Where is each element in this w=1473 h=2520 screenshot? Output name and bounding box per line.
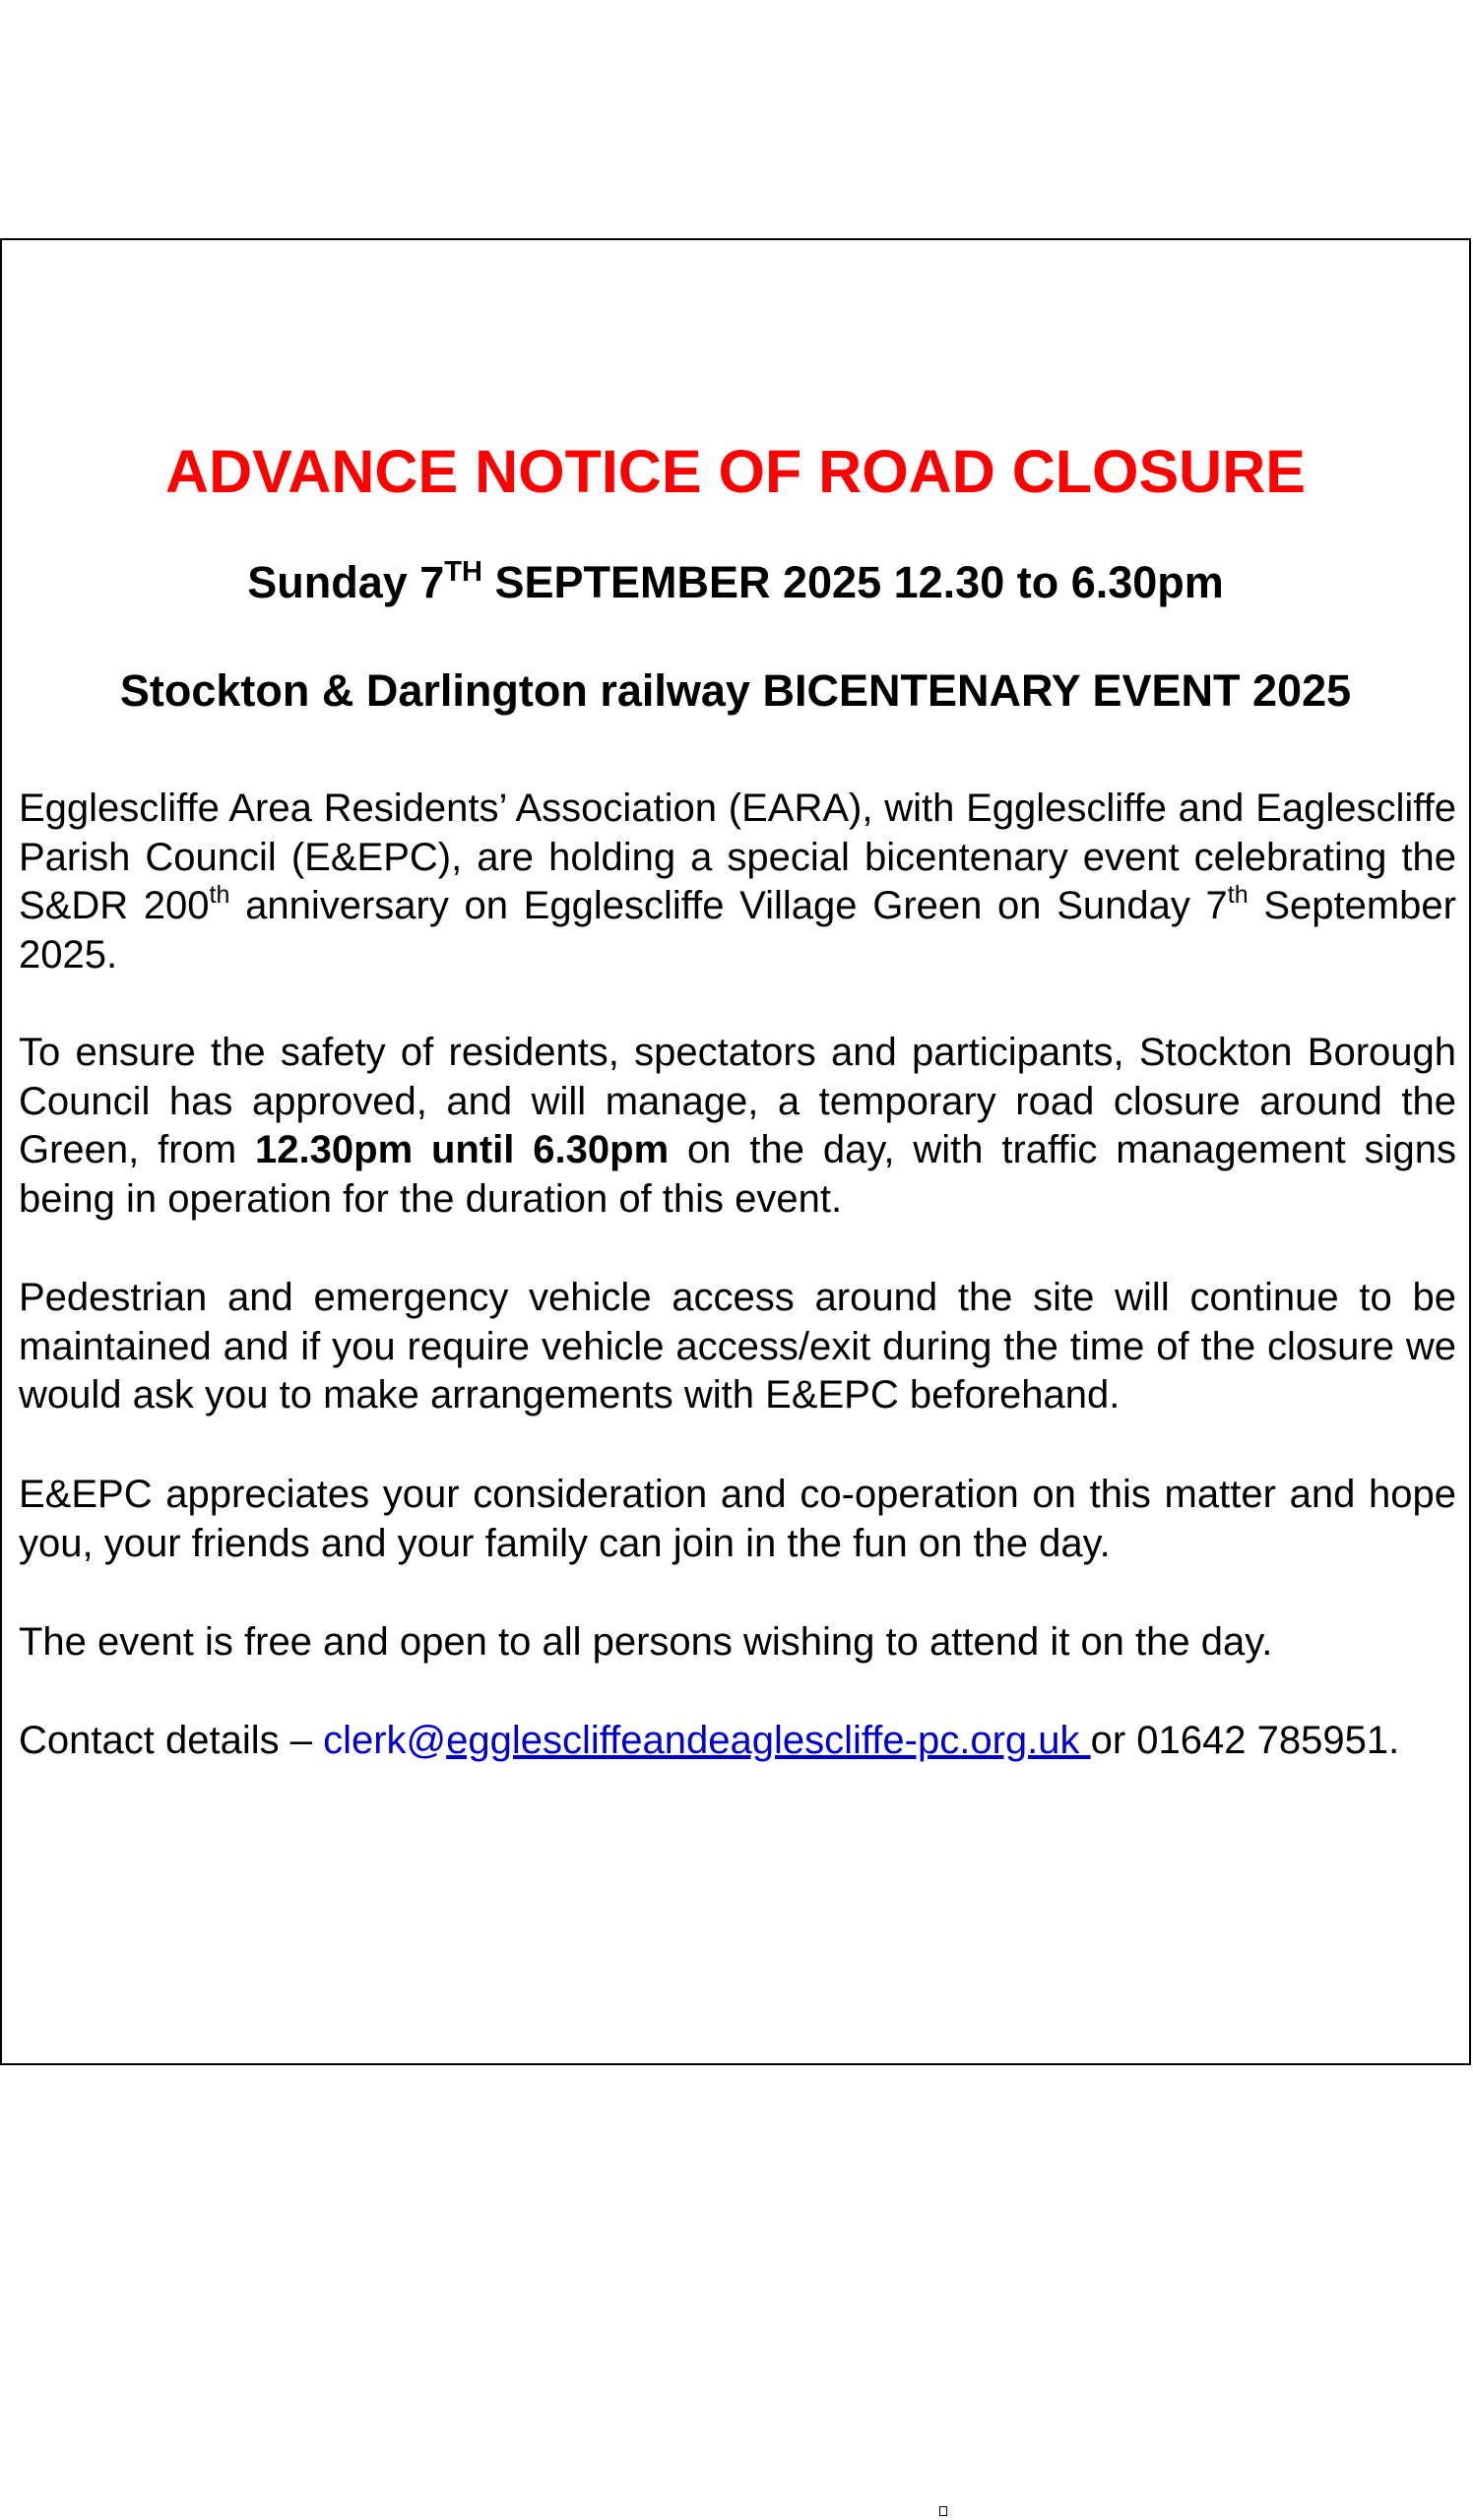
safety-part-1: To ensure the safety of residents, spectators and participants, Stockton Borough Council has approved, and will manage, a temporary road closure around the Green, from <box>19 1031 1456 1171</box>
intro-part-1: Egglescliffe Area Residents’ Association (EARA), with Egglescliffe and Eaglescliffe Parish Council (E&EPC), are holding a special bicentenary event celebrating the S&DR 200 <box>19 787 1456 927</box>
event-date-line <box>2 555 1469 610</box>
intro-part-3: September 2025. <box>19 884 1456 976</box>
closure-time-range: 12.30pm until 6.30pm <box>255 1128 670 1171</box>
contact-phone: or 01642 785951. <box>1090 1719 1400 1762</box>
email-domain: egglescliffeandeaglescliffe-pc.org.uk <box>446 1719 1091 1762</box>
paragraph-appreciation: E&EPC appreciates your consideration and co-operation on this matter and hope you, your friends and your family can join in the fun on the day. <box>19 1473 1456 1565</box>
email-user: clerk@ <box>323 1719 447 1762</box>
event-name-line: Stockton & Darlington railway BICENTENARY EVENT 2025 <box>119 665 1352 716</box>
intro-part-2: anniversary on Egglescliffe Village Green on Sunday 7 <box>229 884 1228 927</box>
notice-title: ADVANCE NOTICE OF ROAD CLOSURE <box>165 438 1306 505</box>
anniversary-ordinal-suffix: th <box>209 881 230 909</box>
date-ordinal-suffix: TH <box>444 556 482 588</box>
date-ordinal-suffix-2: th <box>1227 881 1249 909</box>
paragraph-contact <box>19 1717 1456 1766</box>
date-line-start: Sunday 7 <box>247 557 445 607</box>
paragraph-intro <box>19 785 1456 979</box>
paragraph-free-event: The event is free and open to all persons wishing to attend it on the day. <box>19 1620 1273 1664</box>
page-marker-glyph <box>939 2506 947 2516</box>
contact-prefix: Contact details – <box>19 1719 324 1762</box>
paragraph-access: Pedestrian and emergency vehicle access around the site will continue to be maintained and if you require vehicle access/exit during the time of the closure we would ask you to make arrangements with E&EPC beforehand. <box>19 1276 1456 1417</box>
paragraph-safety <box>19 1029 1456 1224</box>
contact-email-link[interactable] <box>323 1719 1091 1762</box>
date-line-rest: SEPTEMBER 2025 12.30 to 6.30pm <box>481 557 1224 607</box>
safety-part-2: on the day, with traffic management signs being in operation for the duration of this event. <box>19 1128 1457 1221</box>
notice-box <box>0 238 1471 2065</box>
